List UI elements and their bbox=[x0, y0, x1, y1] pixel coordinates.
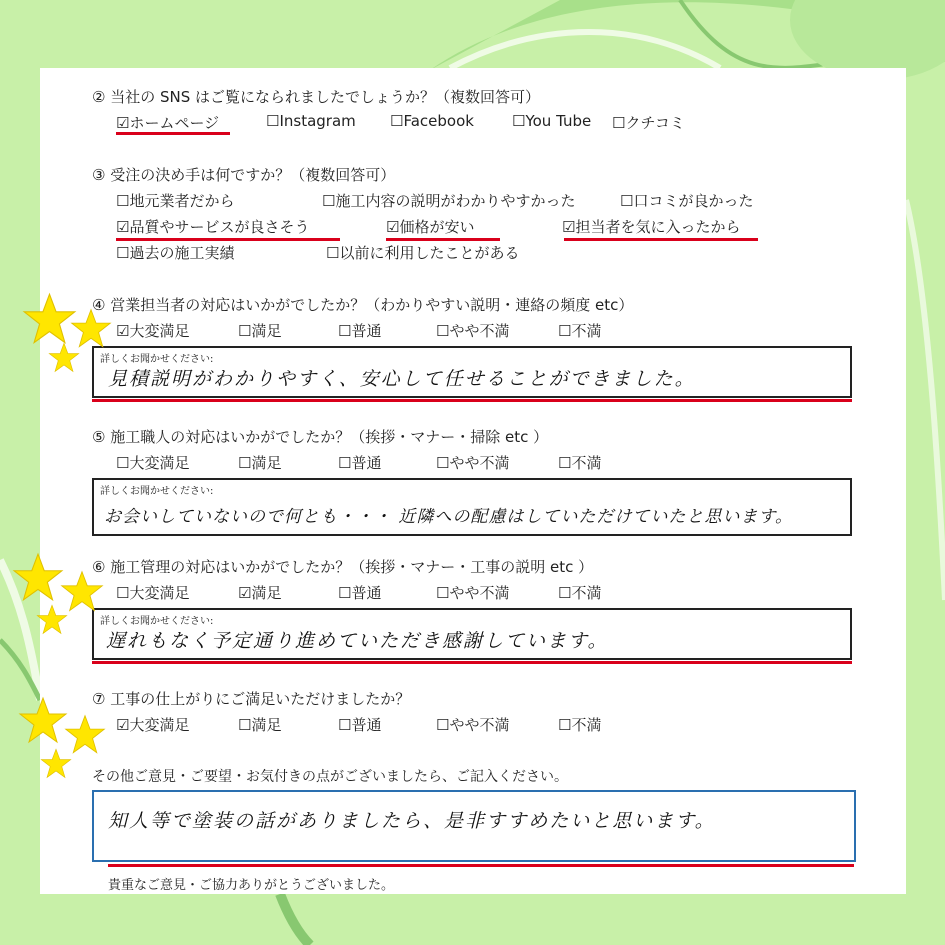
q7-option-somewhat-dissatisfied[interactable]: ☐やや不満 bbox=[436, 716, 510, 734]
q5-option-somewhat-dissatisfied[interactable]: ☐やや不満 bbox=[436, 454, 510, 472]
star-icon bbox=[12, 552, 64, 604]
q3-option-staff[interactable]: ☑担当者を気に入ったから bbox=[562, 218, 741, 236]
q5-comment-box[interactable] bbox=[92, 478, 852, 536]
q6-answer: 遅れもなく予定通り進めていただき感謝しています。 bbox=[106, 630, 609, 652]
q6-title: ⑥ 施工管理の対応はいかがでしたか？（挨拶・マナー・工事の説明 etc ） bbox=[92, 558, 594, 576]
q2-option-homepage[interactable]: ☑ホームページ bbox=[116, 114, 220, 132]
q7-title: ⑦ 工事の仕上がりにご満足いただけましたか？ bbox=[92, 690, 411, 708]
star-icon bbox=[22, 292, 77, 347]
q4-option-somewhat-dissatisfied[interactable]: ☐やや不満 bbox=[436, 322, 510, 340]
star-icon bbox=[40, 748, 72, 780]
q5-answer: お会いしていないので何とも・・・ 近隣への配慮はしていただけていたと思います。 bbox=[104, 507, 794, 527]
q6-option-somewhat-dissatisfied[interactable]: ☐やや不満 bbox=[436, 584, 510, 602]
q2-option-facebook[interactable]: ☐Facebook bbox=[390, 112, 474, 130]
highlight-underline bbox=[116, 132, 230, 135]
q3-option-explanation[interactable]: ☐施工内容の説明がわかりやすかった bbox=[322, 192, 576, 210]
q7-option-neutral[interactable]: ☐普通 bbox=[338, 716, 382, 734]
highlight-underline bbox=[116, 238, 340, 241]
q7-option-satisfied[interactable]: ☐満足 bbox=[238, 716, 282, 734]
other-answer: 知人等で塗装の話がありましたら、是非すすめたいと思います。 bbox=[108, 810, 716, 832]
q4-answer: 見積説明がわかりやすく、安心して任せることができました。 bbox=[108, 368, 696, 390]
highlight-underline bbox=[564, 238, 758, 241]
q2-option-kuchikomi[interactable]: ☐クチコミ bbox=[612, 114, 685, 132]
q6-comment-box[interactable] bbox=[92, 608, 852, 660]
footer-thanks: 貴重なご意見・ご協力ありがとうございました。 bbox=[108, 878, 395, 893]
star-icon bbox=[18, 696, 68, 746]
q3-option-local[interactable]: ☐地元業者だから bbox=[116, 192, 235, 210]
q5-option-dissatisfied[interactable]: ☐不満 bbox=[558, 454, 602, 472]
q3-option-reviews[interactable]: ☐口コミが良かった bbox=[620, 192, 754, 210]
q3-option-used-before[interactable]: ☐以前に利用したことがある bbox=[326, 244, 520, 262]
q5-option-very-satisfied[interactable]: ☐大変満足 bbox=[116, 454, 190, 472]
other-title: その他ご意見・ご要望・お気付きの点がございましたら、ご記入ください。 bbox=[92, 769, 568, 785]
survey-sheet bbox=[40, 68, 906, 894]
q3-option-price[interactable]: ☑価格が安い bbox=[386, 218, 475, 236]
q5-title: ⑤ 施工職人の対応はいかがでしたか？（挨拶・マナー・掃除 etc ） bbox=[92, 428, 549, 446]
q2-option-instagram[interactable]: ☐Instagram bbox=[266, 112, 356, 130]
q2-option-youtube[interactable]: ☐You Tube bbox=[512, 112, 592, 130]
q5-box-label: 詳しくお聞かせください: bbox=[100, 486, 214, 497]
highlight-underline bbox=[92, 399, 852, 402]
q5-option-satisfied[interactable]: ☐満足 bbox=[238, 454, 282, 472]
highlight-underline bbox=[108, 864, 854, 867]
q5-option-neutral[interactable]: ☐普通 bbox=[338, 454, 382, 472]
q6-option-dissatisfied[interactable]: ☐不満 bbox=[558, 584, 602, 602]
highlight-underline bbox=[386, 238, 500, 241]
q4-box-label: 詳しくお聞かせください: bbox=[100, 354, 214, 365]
q6-box-label: 詳しくお聞かせください: bbox=[100, 616, 214, 627]
q2-title: ② 当社の SNS はご覧になられましたでしょうか？（複数回答可） bbox=[92, 88, 541, 106]
q4-option-neutral[interactable]: ☐普通 bbox=[338, 322, 382, 340]
q4-comment-box[interactable] bbox=[92, 346, 852, 398]
q7-option-very-satisfied[interactable]: ☑大変満足 bbox=[116, 716, 190, 734]
star-icon bbox=[48, 342, 80, 374]
q3-option-quality[interactable]: ☑品質やサービスが良さそう bbox=[116, 218, 310, 236]
q6-option-satisfied[interactable]: ☑満足 bbox=[238, 584, 282, 602]
q4-option-dissatisfied[interactable]: ☐不満 bbox=[558, 322, 602, 340]
highlight-underline bbox=[92, 661, 852, 664]
other-comment-box[interactable] bbox=[92, 790, 856, 862]
q3-option-past-work[interactable]: ☐過去の施工実績 bbox=[116, 244, 235, 262]
q4-title: ④ 営業担当者の対応はいかがでしたか？（わかりやすい説明・連絡の頻度 etc） bbox=[92, 296, 634, 314]
star-icon bbox=[36, 604, 68, 636]
q6-option-very-satisfied[interactable]: ☐大変満足 bbox=[116, 584, 190, 602]
q4-option-satisfied[interactable]: ☐満足 bbox=[238, 322, 282, 340]
q7-option-dissatisfied[interactable]: ☐不満 bbox=[558, 716, 602, 734]
q4-option-very-satisfied[interactable]: ☑大変満足 bbox=[116, 322, 190, 340]
q6-option-neutral[interactable]: ☐普通 bbox=[338, 584, 382, 602]
q3-title: ③ 受注の決め手は何ですか？（複数回答可） bbox=[92, 166, 396, 184]
